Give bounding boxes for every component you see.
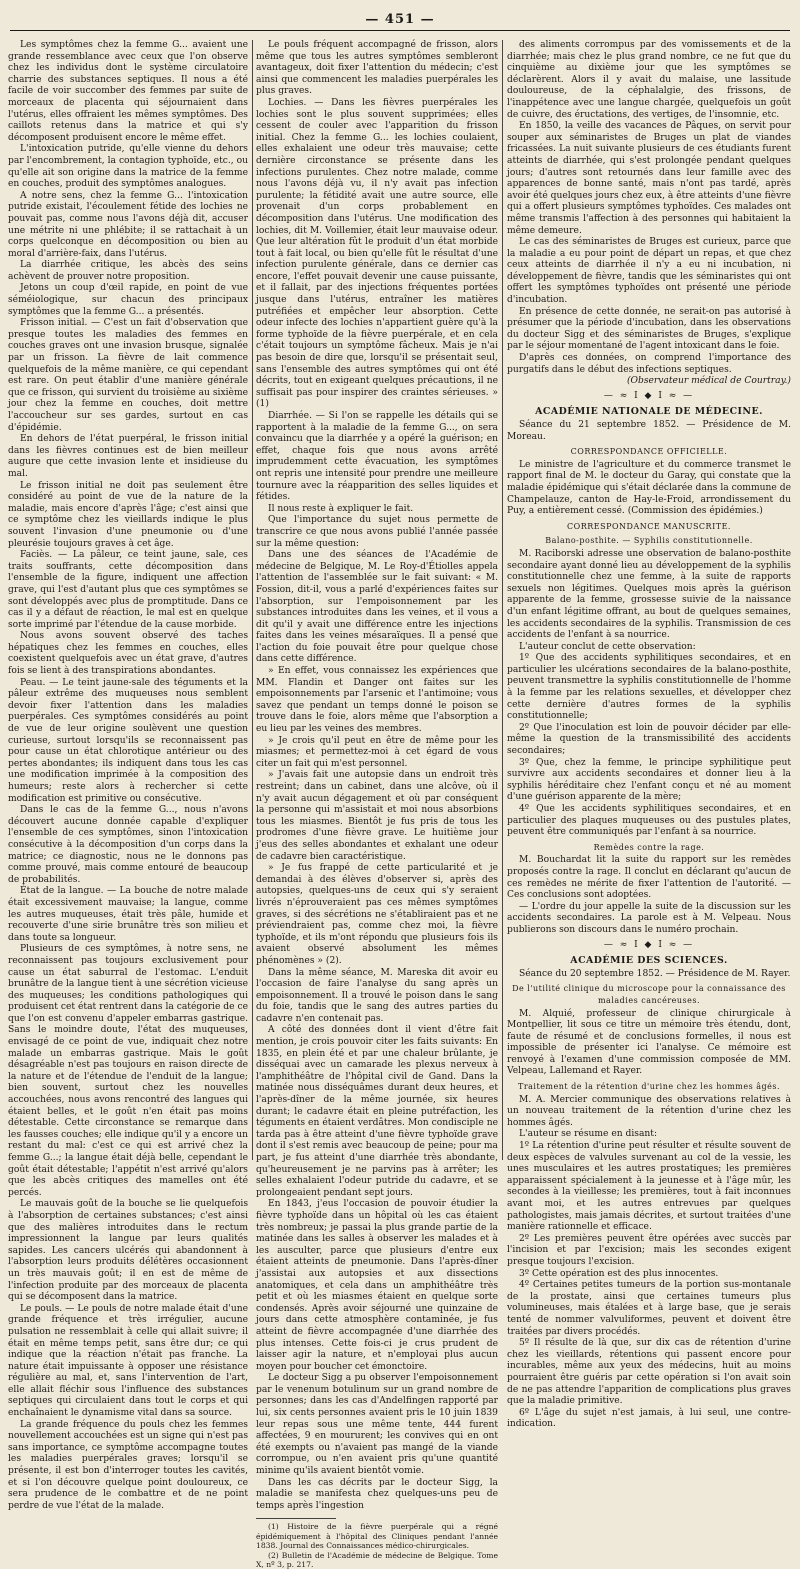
paragraph: En présence de cette donnée, ne serait-on pas autorisé à présumer que la période d'incubation, dans les observations du docteur Sigg et des séminaristes de Bruges, s'explique par le séjour momentané de l'agent intoxicant dans le foie. xyxy=(507,306,791,352)
paragraph: Dans le cas de la femme G..., nous n'avons découvert aucune donnée capable d'expliquer l'ensemble de ces symptômes, sinon l'intoxication consécutive à la décomposition d'un corps dans la matrice; ce diagnostic, nous ne le donnons pas comme prouvé, mais comme entouré de beaucoup de probabilités. xyxy=(8,805,248,885)
paragraph: 5º Il résulte de là que, sur dix cas de rétention d'urine chez les vieillards, rétentions qui passent encore pour incurables, même aux yeux des médecins, huit au moins pourraient être guéris par cette opération si l'on avait soin de ne pas attendre l'apparition de complications plus graves que la maladie primitive. xyxy=(507,1338,791,1407)
paragraph: Jetons un coup d'œil rapide, en point de vue séméiologique, sur chacun des principaux symptômes que la femme G... a présentés. xyxy=(8,283,248,317)
source-citation: (Observateur médical de Courtray.) xyxy=(626,376,791,387)
paragraph: Frisson initial. — C'est un fait d'observation que presque toutes les maladies des femmes en couches graves ont une invasion brusque, signalée par un frisson. La fièvre de lait commence quelquefois de la même manière, ce qui cependant est rare. On peut établir d'une manière générale que ce frisson, qui survient du troisième au sixième jour chez la femme en couches, doit mettre l'accoucheur sur ses gardes, surtout en cas d'épidémie. xyxy=(8,318,248,433)
session-line: Séance du 20 septembre 1852. — Présidence de M. Rayer. xyxy=(519,968,791,979)
topic-title: De l'utilité clinique du microscope pour la connaissance des maladies cancéreuses. xyxy=(512,984,786,1005)
paragraph: 2º Que l'inoculation est loin de pouvoir décider par elle-même la question de la transmissibilité des accidents secondaires; xyxy=(507,722,791,757)
paragraph: — L'ordre du jour appelle la suite de la discussion sur les accidents secondaires. La parole est à M. Velpeau. Nous publierons son discours dans le numéro prochain. xyxy=(507,901,791,935)
paragraph: 4º Que les accidents syphilitiques secondaires, et en particulier des plaques muqueuses ou des pustules plates, peuvent être communiqués par l'enfant à sa nourrice. xyxy=(507,804,791,838)
section-separator: — ≈ I ◆ I ≈ — xyxy=(603,939,695,950)
paragraph: » Je fus frappé de cette particularité et je demandai à des élèves d'observer si, après des autopsies, quelques-uns de ceux qui s'y seraient livrés n'éprouveraient pas ces mêmes symptômes graves, si des sécrétions ne s'établiraient pas et ne préviendraient pas, comme chez moi, la fièvre typhoïde, et ils m'ont répondu que plusieurs fois ils avaient observé absolument les mêmes phénomènes » (2). xyxy=(256,863,498,966)
paragraph: État de la langue. — La bouche de notre malade était excessivement mauvaise; la langue, comme les autres muqueuses, était très pâle, humide et recouverte d'une sirie brunâtre très son milieu et dans toute sa longueur. xyxy=(8,886,248,943)
right-column xyxy=(507,40,791,1430)
section-separator: — ≈ I ◆ I ≈ — xyxy=(603,390,695,401)
paragraph: Diarrhée. — Si l'on se rappelle les détails qui se rapportent à la maladie de la femme G..., on sera convaincu que la diarrhée y a opéré la guérison; en effet, chaque fois que nous avons arrêté imprudemment cette évacuation, les symptômes ont repris une intensité pour prendre une meilleure tournure avec la réapparition des selles liquides et fétides. xyxy=(256,411,498,503)
page-number: — 451 — xyxy=(365,11,435,27)
paragraph: A côté des données dont il vient d'être fait mention, je crois pouvoir citer les faits suivants: En 1835, en plein été et par une chaleur brûlante, je disséquai avec un camarade les plexus nerveux à l'amphithéâtre de l'hôpital civil de Gand. Dans la matinée nous disséquâmes durant deux heures, et l'après-dîner de la même journée, six heures durant; le cadavre était en pleine putréfaction, les téguments en étaient verdâtres. Mon condisciple ne tarda pas à être atteint d'une fièvre typhoïde grave dont il s'est remis avec beaucoup de peine; pour ma part, je fus atteint d'une diarrhée très abondante, qu'heureusement je ne parvins pas à arrêter; les selles exhalaient l'odeur putride du cadavre, et se prolongeaient pendant sept jours. xyxy=(256,1025,498,1198)
paragraph: Le ministre de l'agriculture et du commerce transmet le rapport final de M. le docteur du Garay, qui constate que la maladie épidémique qui s'était déclarée dans la commune de Champelauze, canton de Hay-le-Froid, arrondissement du Puy, a entièrement cessé. (Commission des épidémies.) xyxy=(507,459,791,517)
paragraph: Le cas des séminaristes de Bruges est curieux, parce que la maladie a eu pour point de départ un repas, et que chez ceux atteints de diarrhée il n'y a eu ni incubation, ni développement de fièvre, tandis que les séminaristes qui ont offert les symptômes typhoïdes ont présenté une période d'incubation. xyxy=(507,237,791,306)
paragraph: M. Bouchardat lit la suite du rapport sur les remèdes proposés contre la rage. Il conclut en déclarant qu'aucun de ces remèdes ne mérite de fixer l'attention de l'autorité. — Ces conclusions sont adoptées. xyxy=(507,855,791,901)
page-header xyxy=(10,8,790,31)
paragraph: Le docteur Sigg a pu observer l'empoisonnement par le venenum botulinum sur un grand nombre de personnes; dans les cas d'Andelfingen rapporté par lui, six cents personnes avaient pris le 10 juin 1839 leur repas sous une même tente, 444 furent affectées, 9 en moururent; les convives qui en ont été exempts ou n'avaient pas mangé de la viande corrompue, ou n'en avaient pris qu'une quantité minime qu'ils avaient bientôt vomie. xyxy=(256,1373,498,1477)
paragraph: Le frisson initial ne doit pas seulement être considéré au point de vue de la nature de la maladie, mais encore d'après l'âge; c'est ainsi que ce symptôme chez les vieillards indique le plus souvent l'invasion d'une pneumonie ou d'une pleurésie toujours graves à cet âge. xyxy=(8,480,248,549)
paragraph: Dans les cas décrits par le docteur Sigg, la maladie se manifesta chez quelques-uns peu de temps après l'ingestion xyxy=(256,1477,498,1511)
paragraph: Le pouls fréquent accompagné de frisson, alors même que tous les autres symptômes sembleront avantageux, doit fixer l'attention du médecin; c'est ainsi que commencent les maladies puerpérales les plus graves. xyxy=(256,40,498,97)
column-divider xyxy=(502,40,503,1160)
section-title: ACADÉMIE DES SCIENCES. xyxy=(570,955,728,967)
paragraph: 3º Cette opération est des plus innocentes. xyxy=(519,1268,719,1279)
paragraph: M. Raciborski adresse une observation de balano-posthite secondaire ayant donné lieu au développement de la syphilis constitutionnelle chez une femme, à la suite de rapports sexuels non légitimes. Quelques mois après la guérison apparente de la femme, grossesse suivie de la naissance d'un enfant légitime offrant, au bout de quelques semaines, les accidents secondaires de la syphilis. Transmission de ces accidents de l'enfant à sa nourrice. xyxy=(507,548,791,641)
topic-title: Traitement de la rétention d'urine chez les hommes âgés. xyxy=(517,1082,781,1092)
paragraph: 1º Que des accidents syphilitiques secondaires, et en particulier les ulcérations secondaires de la balano-posthite, peuvent transmettre la syphilis constitutionnelle de l'homme à la femme par les relations sexuelles, et développer chez cette dernière d'autres formes de la syphilis constitutionnelle; xyxy=(507,653,791,722)
subsection-title: CORRESPONDANCE MANUSCRITE. xyxy=(567,521,731,531)
paragraph: Nous avons souvent observé des taches hépatiques chez les femmes en couches, elles coexistent quelquefois avec un état grave, d'autres fois se lient à des transpirations abondantes. xyxy=(8,631,248,677)
left-column xyxy=(8,40,248,1511)
paragraph: La grande fréquence du pouls chez les femmes nouvellement accouchées est un signe qui n'est pas sans importance, ce symptôme accompagne toutes les maladies puerpérales graves; lorsqu'il se présente, il est bon d'interroger toutes les cavités, et si l'on découvre quelque point douloureux, ce sera prudence de le combattre et de ne point perdre de vue l'état de la malade. xyxy=(8,1419,248,1511)
paragraph: Le mauvais goût de la bouche se lie quelquefois à l'absorption de certaines substances; c'est ainsi que des malières introduites dans le rectum impressionnent la langue par leurs qualités sapides. Les cancers ulcérés qui abandonnent à l'absorption leurs produits délétères occasionnent un très mauvais goût; il en est de même de l'infection produite par des morceaux de placenta qui se décomposent dans la matrice. xyxy=(8,1199,248,1303)
section-title: ACADÉMIE NATIONALE DE MÉDECINE. xyxy=(535,406,763,418)
paragraph: Que l'importance du sujet nous permette de transcrire ce que nous avons publié l'année passée sur la même question: xyxy=(256,515,498,549)
paragraph: Dans une des séances de l'Académie de médecine de Belgique, M. Le Roy-d'Étiolles appela l'attention de l'assemblée sur le fait suivant: « M. Fossion, dit-il, vous a parlé d'expériences faites sur l'absorption, sur l'empoisonnement par les substances introduites dans les veines, et il vous a dit qu'il y avait une différence entre les injections faites dans les veines mésaraïques. Il a pensé que l'action du foie pouvait être pour quelque chose dans cette différence. xyxy=(256,550,498,665)
paragraph: Il nous reste à expliquer le fait. xyxy=(268,503,414,514)
paragraph: Plusieurs de ces symptômes, à notre sens, ne reconnaissent pas toujours exclusivement pour cause un état saburral de l'estomac. L'enduit brunâtre de la langue tient à une sécrétion vicieuse des muqueuses; les conditions pathologiques qui produisent cet état rentrent dans la catégorie de ce que l'on est convenu d'appeler embarras gastrique. Sans le moindre doute, l'état des muqueuses, envisagé de ce point de vue, indiquait chez notre malade un embarras gastrique. Mais le goût désagréable n'est pas toujours en raison directe de la nature et de l'étendue de l'enduit de la langue; bien souvent, surtout chez les nouvelles accouchées, nous avons rencontré des langues qui étaient belles, et le goût n'en était pas moins détestable. Cette circonstance se remarque dans les fausses couches; elle indique qu'il y a encore un restant du mal: c'est ce qui est arrivé chez la femme G...; la langue était déjà belle, cependant le goût était détestable; l'appétit n'est arrivé qu'alors que les abcès critiques des mamelles ont été percés. xyxy=(8,944,248,1198)
session-line: Séance du 21 septembre 1852. — Présidence de M. Moreau. xyxy=(507,420,791,442)
paragraph: Lochies. — Dans les fièvres puerpérales les lochies sont le plus souvent supprimées; elles cessent de couler avec l'apparition du frisson initial. Chez la femme G... les lochies coulaient, elles exhalaient une odeur très mauvaise; cette dernière circonstance se présente dans les infections purulentes. Chez notre malade, comme nous l'avons déjà vu, il n'y avait pas infection purulente; la fétidité avait une autre source, elle provenait d'un corps probablement en décomposition dans l'utérus. Une modification des lochies, dit M. Voillemier, était leur mauvaise odeur. Que leur altération fût le produit d'un état morbide tout à fait local, ou bien qu'elle fût le résultat d'une infection purulente générale, dans ce dernier cas encore, l'effet pouvait devenir une cause puissante, et il fallait, par des injections fréquentes portées jusque dans l'utérus, entraîner les matières putréfiées et empêcher leur absorption. Cette odeur infecte des lochies n'appartient guère qu'à la forme typhoïde de la fièvre puerpérale, et en cela c'était toujours un symptôme fâcheux. Mais je n'ai pas besoin de dire que, lorsqu'il se présentait seul, sans l'ensemble des autres symptômes qui ont été décrits, tout en exigeant quelques précautions, il ne suffisait pas pour inspirer des craintes sérieuses. » (1) xyxy=(256,97,498,410)
paragraph: 3º Que, chez la femme, le principe syphilitique peut survivre aux accidents secondaires et donner lieu à la syphilis héréditaire chez l'enfant conçu et né au moment d'une guérison apparente de la mère; xyxy=(507,757,791,803)
column-divider xyxy=(252,40,253,1160)
paragraph: » J'avais fait une autopsie dans un endroit très restreint; dans un cabinet, dans une alcôve, où il n'y avait aucun dégagement et où par conséquent la personne qui m'assistait et moi nous absorbions tous les miasmes. Bientôt je fus pris de tous les prodromes d'une fièvre grave. Le huitième jour j'eus des selles abondantes et exhalant une odeur de cadavre bien caractéristique. xyxy=(256,770,498,862)
paragraph: 4º Certaines petites tumeurs de la portion sus-montanale de la prostate, ainsi que certaines tumeurs plus volumineuses, mais étalées et à large base, que je serais tenté de nommer valvuliformes, peuvent et doivent être traitées par divers procédés. xyxy=(507,1280,791,1337)
paragraph: A notre sens, chez la femme G... l'intoxication putride existait, l'écoulement fétide des lochies ne pouvait pas, comme nous l'avons déjà dit, accuser une métrite ni une phlébite; il se rattachait à un corps quelconque en décomposition ou bien au moral d'arrière-faix, dans l'utérus. xyxy=(8,190,248,259)
paragraph: » En effet, vous connaissez les expériences que MM. Flandin et Danger ont faites sur les empoisonnements par l'arsenic et l'antimoine; vous savez que pendant un temps donné le poison se trouve dans le foie, alors même que l'absorption a eu lieu par les veines des membres. xyxy=(256,666,498,735)
middle-column xyxy=(256,40,498,1569)
footnote: (1) Histoire de la fièvre puerpérale qui a régné épidémiquement à l'hôpital des Cliniques pendant l'année 1838. Journal des Connaissances médico-chirurgicales. xyxy=(256,1522,498,1551)
paragraph: L'auteur conclut de cette observation: xyxy=(519,641,696,652)
paragraph: Le pouls. — Le pouls de notre malade était d'une grande fréquence et très irrégulier, aucune pulsation ne ressemblait à celle qui allait suivre; il était en même temps petit, sans être dur; ce qui indique que la réaction n'était pas franche. La nature était impuissante à opposer une résistance régulière au mal, et, sans l'intervention de l'art, elle allait fléchir sous l'influence des substances septiques qui circulaient dans tout le corps et qui enchaînaient le dynamisme vital dans sa source. xyxy=(8,1303,248,1419)
paragraph: 6º L'âge du sujet n'est jamais, à lui seul, une contre-indication. xyxy=(507,1407,791,1430)
paragraph: En 1850, la veille des vacances de Pâques, on servit pour souper aux séminaristes de Bruges un plat de viandes fricassées. La nuit suivante plusieurs de ces étudiants furent atteints de diarrhée, qui s'est prolongée pendant quelques jours; d'autres sont retournés dans leur famille avec des apparences de bonne santé, mais n'ont pas tardé, après avoir été quelques jours chez eux, à être atteints d'une fièvre qui a offert plusieurs symptômes typhoïdes. Ces malades ont même transmis l'affection à des personnes qui habitaient la même demeure. xyxy=(507,121,791,236)
footnote-divider xyxy=(256,1518,336,1519)
paragraph: En dehors de l'état puerpéral, le frisson initial dans les fièvres continues est de bien meilleur augure que cette invasion lente et insidieuse du mal. xyxy=(8,434,248,479)
paragraph: L'intoxication putride, qu'elle vienne du dehors par l'encombrement, la contagion typhoïde, etc., ou qu'elle ait son origine dans la matrice de la femme en couches, produit des symptômes analogues. xyxy=(8,144,248,190)
footnote: (2) Bulletin de l'Académie de médecine de Belgique. Tome X, nº 3, p. 217. xyxy=(256,1550,498,1569)
paragraph: 1º La rétention d'urine peut résulter et résulte souvent de deux espèces de valvules survenant au col de la vessie, les unes musculaires et les autres prostatiques; les premières apparaissent spécialement à la jeunesse et à l'âge mûr, les secondes à la vieillesse; les premières, tout à fait inconnues avant moi, et les autres entrevues par quelques pathologistes, mais jamais décrites, et surtout traitées d'une manière rationnelle et efficace. xyxy=(507,1141,791,1233)
topic-title: Remèdes contre la rage. xyxy=(593,842,705,852)
paragraph: M. Alquié, professeur de clinique chirurgicale à Montpellier, lit sous ce titre un mémoire très étendu, dont, faute de résumé et de conclusions formelles, il nous est impossible de présenter ici l'analyse. Ce mémoire est renvoyé à l'examen d'une commission composée de MM. Velpeau, Lallemand et Rayer. xyxy=(507,1008,791,1077)
topic-title: Balano-posthite. — Syphilis constitutionnelle. xyxy=(545,536,753,546)
paragraph: Peau. — Le teint jaune-sale des téguments et la pâleur extrême des muqueuses nous semblent devoir fixer l'attention dans les maladies puerpérales. Ces symptômes considérés au point de vue de leur origine soulèvent une question curieuse, surtout lorsqu'ils se reconnaissent pas pour cause un état chlorotique antérieur ou des pertes abondantes; ils indiquent dans tous les cas une modification imprimée à la composition des humeurs; reste alors à rechercher si cette modification est primitive ou consécutive. xyxy=(8,677,248,804)
paragraph: » Je crois qu'il peut en être de même pour les miasmes; et permettez-moi à cet égard de vous citer un fait qui m'est personnel. xyxy=(256,735,498,769)
paragraph: des aliments corrompus par des vomissements et de la diarrhée; mais chez le plus grand nombre, ce ne fut que du cinquième au dixième jour que les symptômes se déclarèrent. Alors il y avait du malaise, une lassitude douloureuse, de la céphalalgie, des frissons, de l'inappétence avec une langue chargée, quelquefois un goût de cuivre, des éructations, des vertiges, de l'insomnie, etc. xyxy=(507,40,791,120)
paragraph: La diarrhée critique, les abcès des seins achèvent de prouver notre proposition. xyxy=(8,260,248,282)
paragraph: Faciès. — La pâleur, ce teint jaune, sale, ces traits souffrants, cette décomposition dans l'ensemble de la figure, indiquent une affection grave, qui l'est d'autant plus que ces symptômes se sont développés avec plus de promptitude. Dans ce cas il y a défaut de réaction, le mal est en quelque sorte imprimé par l'étendue de la cause morbide. xyxy=(8,550,248,630)
paragraph: En 1843, j'eus l'occasion de pouvoir étudier la fièvre typhoïde dans un hôpital où les cas étaient très nombreux; je passai la plus grande partie de la matinée dans les salles à observer les malades et à les ausculter, parce que plusieurs d'entre eux étaient atteints de pneumonie. Dans l'après-dîner j'assistai aux autopsies et aux dissections anatomiques, et cela dans un amphithéâtre très petit et où les miasmes étaient en quelque sorte condensés. Après avoir séjourné une quinzaine de jours dans cette atmosphère contaminée, je fus atteint de fièvre accompagnée d'une diarrhée des plus intenses. Cette fois-ci je crus prudent de laisser agir la nature, et n'employai plus aucun moyen pour boucher cet émonctoire. xyxy=(256,1199,498,1372)
subsection-title: CORRESPONDANCE OFFICIELLE. xyxy=(570,447,728,457)
paragraph: Dans la même séance, M. Mareska dit avoir eu l'occasion de faire l'analyse du sang après un empoisonnement. Il a trouvé le poison dans le sang du foie, tandis que le sang des autres parties du cadavre n'en contenait pas. xyxy=(256,967,498,1024)
paragraph: M. A. Mercier communique des observations relatives à un nouveau traitement de la rétention d'urine chez les hommes âgés. xyxy=(507,1094,791,1128)
paragraph: Les symptômes chez la femme G... avaient une grande ressemblance avec ceux que l'on observe chez les individus dont le système circulatoire charrie des substances septiques. Il nous a été facile de voir succomber des femmes par suite de morceaux de placenta qui séjournaient dans l'utérus, elles offraient les mêmes symptômes. Des caillots retenus dans la matrice et qui s'y décomposent produisent encore le même effet. xyxy=(8,40,248,143)
paragraph: L'auteur se résume en disant: xyxy=(519,1129,658,1140)
paragraph: D'après ces données, on comprend l'importance des purgatifs dans le début des infections septiques. xyxy=(507,353,791,375)
paragraph: 2º Les premières peuvent être opérées avec succès par l'incision et par l'excision; mais les secondes exigent presque toujours l'excision. xyxy=(507,1233,791,1267)
